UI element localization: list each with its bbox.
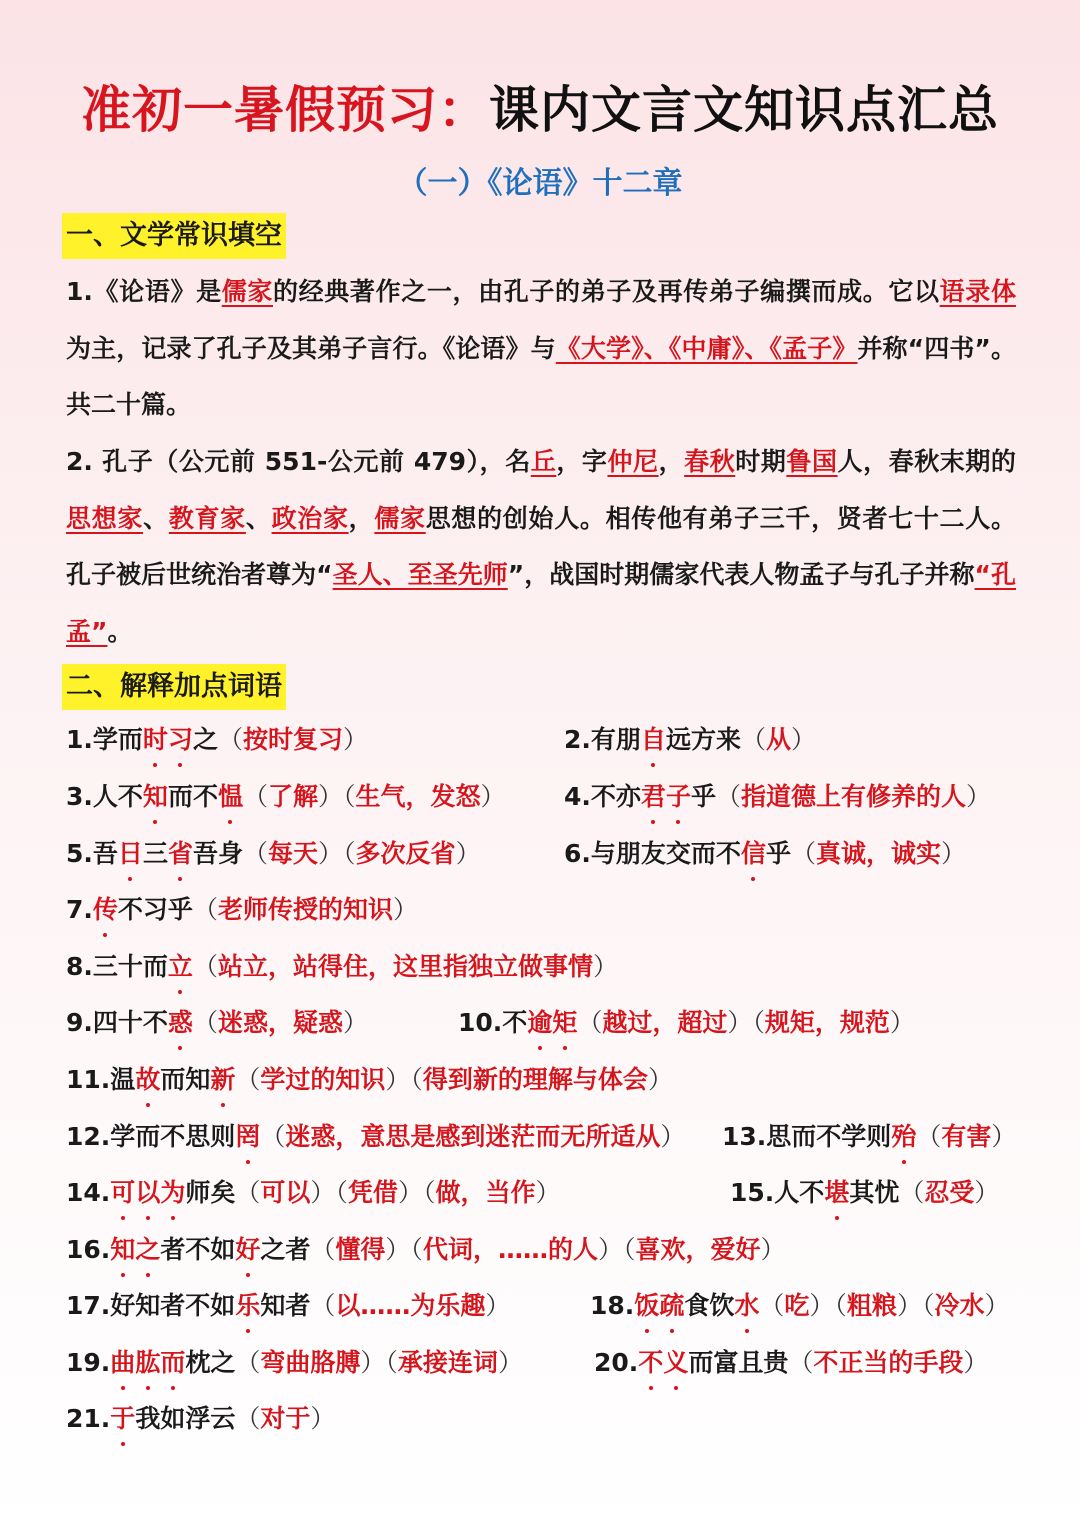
dotted-word: 知: [110, 1230, 135, 1270]
list-item: [66, 1060, 673, 1100]
paren: ）: [497, 1348, 523, 1377]
text: 师矣: [185, 1178, 236, 1207]
list-item: [66, 1399, 335, 1439]
answer: “孔孟”: [66, 560, 1016, 646]
text: 人不: [92, 782, 143, 811]
title-black-part: 课内文言文知识点汇总: [489, 80, 999, 139]
text: ，字: [556, 447, 608, 476]
text: 学而不思则: [110, 1122, 236, 1151]
paren: （: [242, 839, 268, 868]
text: 知者: [260, 1291, 311, 1320]
answer: 、: [744, 333, 770, 363]
item-number: 18.: [590, 1291, 635, 1320]
text: 的经典著作之一，由孔子的弟子及再传弟子编撰而成。它以: [273, 277, 940, 306]
dotted-word: 子: [666, 777, 691, 817]
dotted-word: 知: [143, 777, 168, 817]
paren: （: [921, 1291, 935, 1320]
text: 三: [142, 839, 168, 868]
answer: 生气，发怒: [355, 782, 481, 811]
paragraph-2: [66, 434, 1016, 660]
text: 而知: [160, 1065, 211, 1094]
paren: （: [242, 782, 268, 811]
page-title: [0, 70, 1080, 142]
answer: 仲尼: [607, 447, 659, 476]
dotted-word: 义: [663, 1343, 688, 1383]
dotted-word: 信: [741, 834, 766, 874]
list-item: [594, 1343, 988, 1383]
text: 、: [143, 503, 169, 533]
answer: 按时复习: [242, 725, 343, 754]
dotted-word: 时: [143, 720, 168, 760]
paren: （: [343, 839, 356, 868]
answer: 语录体: [939, 277, 1016, 306]
paren: ）: [480, 782, 506, 811]
item-number: 14.: [66, 1178, 111, 1207]
paren: ）: [485, 1291, 511, 1320]
list-item: [66, 1117, 685, 1157]
dotted-word: 为: [160, 1173, 185, 1213]
text: 三十而: [92, 952, 168, 981]
item-number: 12.: [66, 1122, 111, 1151]
text: ”，战国时期儒家代表人物孟子与孔子并称: [507, 560, 975, 589]
paren: ）: [455, 839, 481, 868]
paren: （: [310, 1291, 336, 1320]
answer: 可以: [260, 1178, 311, 1207]
item-number: 2.: [564, 725, 591, 754]
answer: 得到新的理解与体会: [422, 1065, 648, 1094]
paren: （: [622, 1235, 636, 1264]
text: 温: [110, 1065, 136, 1094]
paren: （: [788, 1348, 814, 1377]
dotted-word: 新: [210, 1060, 235, 1100]
paren: （: [577, 1008, 603, 1037]
dotted-word: 肱: [135, 1343, 160, 1383]
item-number: 1.: [66, 725, 93, 754]
dotted-word: 堪: [824, 1173, 849, 1213]
answer: 鲁国: [786, 447, 838, 476]
answer: 了解: [267, 782, 318, 811]
answer: 教育家: [168, 503, 246, 533]
answer: 儒家: [221, 277, 274, 306]
item-number: 21.: [66, 1404, 111, 1433]
list-item: [66, 1230, 786, 1270]
text: ，: [348, 503, 375, 533]
item-number: 16.: [66, 1235, 111, 1264]
paren: （: [235, 1065, 261, 1094]
list-item: [66, 947, 618, 987]
list-item: [722, 1117, 1016, 1157]
text: 之者: [260, 1235, 311, 1264]
paren: （: [715, 782, 741, 811]
paren: ）: [397, 1178, 423, 1207]
answer: 政治家: [271, 503, 349, 533]
item-number: 13.: [722, 1122, 767, 1151]
text: 并称“四书”。共二十篇。: [66, 333, 1016, 419]
dotted-word: 立: [168, 947, 193, 987]
paren: （: [790, 839, 816, 868]
dotted-word: 以: [135, 1173, 160, 1213]
dotted-word: 水: [734, 1286, 759, 1326]
answer: 冷水: [934, 1291, 985, 1320]
answer: 学过的知识: [260, 1065, 386, 1094]
answer: 吃: [784, 1291, 810, 1320]
list-item: [564, 720, 816, 760]
answer: 弯曲胳膊: [260, 1348, 361, 1377]
dotted-word: 曲: [110, 1343, 135, 1383]
list-item: [730, 1173, 999, 1213]
paren: ）: [342, 1008, 368, 1037]
paren: ）: [592, 952, 618, 981]
text: 时期: [735, 447, 787, 476]
paren: ）: [343, 725, 369, 754]
paren: ）: [385, 1065, 411, 1094]
list-item: [66, 890, 418, 930]
item-number: 11.: [66, 1065, 111, 1094]
answer: 有害: [941, 1122, 992, 1151]
paren: ）: [535, 1178, 561, 1207]
answer: 迷惑，疑惑: [217, 1008, 343, 1037]
text: 不亦: [590, 782, 641, 811]
item-number: 20.: [594, 1348, 639, 1377]
paren: ）: [385, 1235, 411, 1264]
item-number: 9.: [66, 1008, 93, 1037]
paren: ）: [310, 1404, 336, 1433]
text: 而富且贵: [688, 1348, 789, 1377]
answer: 思想家: [66, 503, 144, 533]
text: 思而不学则: [766, 1122, 892, 1151]
paren: ）: [310, 1178, 336, 1207]
list-item: [564, 777, 991, 817]
answer: 承接连词: [397, 1348, 498, 1377]
dotted-word: 传: [93, 890, 118, 930]
text: 不习乎: [117, 895, 193, 924]
answer: 迷惑，意思是感到迷茫而无所适从: [285, 1122, 661, 1151]
dotted-word: 逾: [527, 1003, 552, 1043]
paren: （: [916, 1122, 942, 1151]
paren: ）: [760, 1235, 786, 1264]
text: 而不: [167, 782, 218, 811]
text: 思想的创始人。相传他有弟子三千，贤者七十二人。孔子被后世统治者尊为“: [66, 503, 1016, 589]
paren: ）: [940, 839, 966, 868]
item-number: 10.: [458, 1008, 503, 1037]
text: 、: [245, 503, 272, 533]
answer: 老师传授的知识: [217, 895, 393, 924]
item-number: 17.: [66, 1291, 111, 1320]
list-item: [590, 1286, 1010, 1326]
answer: 代词，……的人: [422, 1235, 598, 1264]
answer: 越过，超过: [602, 1008, 728, 1037]
text: 乎: [690, 782, 716, 811]
paren: ）: [647, 1065, 673, 1094]
text: ，: [658, 447, 685, 476]
paren: ）: [318, 839, 344, 868]
item-number: 6.: [564, 839, 591, 868]
dotted-word: 惑: [168, 1003, 193, 1043]
dotted-word: 愠: [218, 777, 243, 817]
text: 吾: [92, 839, 118, 868]
answer: 凭借: [347, 1178, 398, 1207]
paren: （: [235, 1404, 261, 1433]
paren: ）: [984, 1291, 1010, 1320]
paren: （: [260, 1122, 286, 1151]
item-number: 8.: [66, 952, 93, 981]
paren: ）: [727, 1008, 753, 1037]
answer: 圣人、至圣先师: [332, 560, 508, 589]
list-item: [458, 1003, 915, 1043]
item-number: 19.: [66, 1348, 111, 1377]
paren: （: [192, 1008, 218, 1037]
text: 与朋友交而不: [590, 839, 741, 868]
text: 其忧: [849, 1178, 900, 1207]
list-item: [66, 1286, 510, 1326]
dotted-word: 疏: [659, 1286, 684, 1326]
dotted-word: 而: [160, 1343, 185, 1383]
chapter-subtitle: （一）《论语》十二章: [397, 166, 683, 201]
list-item: [66, 1343, 523, 1383]
answer: 不正当的手段: [813, 1348, 964, 1377]
paren: （: [235, 1178, 261, 1207]
text: 不: [502, 1008, 528, 1037]
dotted-word: 不: [638, 1343, 663, 1383]
paren: ）: [966, 782, 992, 811]
text: 2. 孔子（公元前 551-公元前 479），名: [66, 447, 531, 476]
paren: ）: [660, 1122, 686, 1151]
text: 学而: [92, 725, 143, 754]
answer: 丘: [530, 447, 557, 476]
answer: 《大学》: [555, 333, 644, 363]
paren: （: [235, 1348, 261, 1377]
dotted-word: 乐: [235, 1286, 260, 1326]
answer: 春秋: [684, 447, 736, 476]
dotted-word: 饭: [634, 1286, 659, 1326]
paren: ）: [392, 895, 418, 924]
paren: ）: [889, 1008, 915, 1037]
answer: 站立，站得住，这里指独立做事情: [217, 952, 593, 981]
paren: ）: [991, 1122, 1017, 1151]
list-item: [564, 834, 966, 874]
answer: 《中庸》: [668, 333, 745, 363]
answer: 对于: [260, 1404, 311, 1433]
paren: （: [192, 895, 218, 924]
paren: （: [343, 782, 356, 811]
paren: （: [752, 1008, 765, 1037]
paren: ）: [790, 725, 816, 754]
dotted-word: 可: [110, 1173, 135, 1213]
answer: 每天: [268, 839, 319, 868]
text: 人，春秋末期的: [837, 447, 1016, 476]
answer: 做，当作: [435, 1178, 536, 1207]
paren: （: [410, 1065, 423, 1094]
dotted-word: 之: [135, 1230, 160, 1270]
text: 枕之: [185, 1348, 236, 1377]
title-red-part: 准初一暑假预习：: [81, 80, 489, 139]
text: 为主，记录了孔子及其弟子言行。《论语》与: [66, 333, 556, 363]
text: 者不如: [160, 1235, 236, 1264]
dotted-word: 故: [135, 1060, 160, 1100]
list-item: [66, 834, 481, 874]
paren: ）: [318, 782, 344, 811]
dotted-word: 罔: [235, 1117, 260, 1157]
paren: （: [217, 725, 243, 754]
paren: ）: [360, 1348, 386, 1377]
paren: ）: [963, 1348, 989, 1377]
answer: 规矩，规范: [764, 1008, 890, 1037]
item-number: 3.: [66, 782, 93, 811]
answer: 、: [643, 333, 669, 363]
text: 吾身: [192, 839, 243, 868]
text: 。: [107, 616, 133, 646]
paren: （: [899, 1178, 925, 1207]
paren: （: [422, 1178, 436, 1207]
paren: （: [192, 952, 218, 981]
answer: 儒家: [374, 503, 426, 533]
item-number: 7.: [66, 895, 93, 924]
text: 之: [192, 725, 218, 754]
answer: 指道德上有修养的人: [740, 782, 966, 811]
answer: 忍受: [924, 1178, 975, 1207]
item-number: 15.: [730, 1178, 775, 1207]
dotted-word: 矩: [552, 1003, 577, 1043]
paragraph-1: [66, 264, 1016, 434]
paren: ）: [597, 1235, 623, 1264]
list-item: [66, 720, 368, 760]
paren: （: [335, 1178, 348, 1207]
item-number: 5.: [66, 839, 93, 868]
answer: 多次反省: [355, 839, 456, 868]
list-item: [66, 777, 506, 817]
answer: 以……为乐趣: [335, 1291, 486, 1320]
paren: ）: [896, 1291, 922, 1320]
answer: 从: [765, 725, 791, 754]
paren: （: [834, 1291, 847, 1320]
answer: 粗粮: [846, 1291, 897, 1320]
text: 人不: [774, 1178, 825, 1207]
text: 1.《论语》是: [66, 277, 222, 306]
dotted-word: 习: [168, 720, 193, 760]
text: 好知者不如: [110, 1291, 236, 1320]
text: 远方来: [665, 725, 741, 754]
dotted-word: 君: [641, 777, 666, 817]
text: 我如浮云: [135, 1404, 236, 1433]
text: 食饮: [684, 1291, 735, 1320]
text: 四十不: [92, 1008, 168, 1037]
dotted-word: 省: [168, 834, 193, 874]
dotted-word: 好: [235, 1230, 260, 1270]
text: 乎: [765, 839, 791, 868]
dotted-word: 日: [118, 834, 143, 874]
dotted-word: 自: [641, 720, 666, 760]
section-heading-vocabulary: 二、解释加点词语: [62, 664, 286, 710]
dotted-word: 于: [110, 1399, 135, 1439]
list-item: [66, 1173, 561, 1213]
answer: 喜欢，爱好: [635, 1235, 761, 1264]
dotted-word: 殆: [891, 1117, 916, 1157]
paren: （: [740, 725, 766, 754]
answer: 懂得: [335, 1235, 386, 1264]
paren: （: [385, 1348, 398, 1377]
item-number: 4.: [564, 782, 591, 811]
paren: ）: [974, 1178, 1000, 1207]
answer: 真诚，诚实: [815, 839, 941, 868]
paren: ）: [809, 1291, 835, 1320]
answer: 《孟子》: [769, 333, 858, 363]
section-heading-literature: 一、文学常识填空: [62, 213, 286, 259]
paren: （: [759, 1291, 785, 1320]
text: 有朋: [590, 725, 641, 754]
paren: （: [310, 1235, 336, 1264]
list-item: [66, 1003, 368, 1043]
paren: （: [410, 1235, 423, 1264]
